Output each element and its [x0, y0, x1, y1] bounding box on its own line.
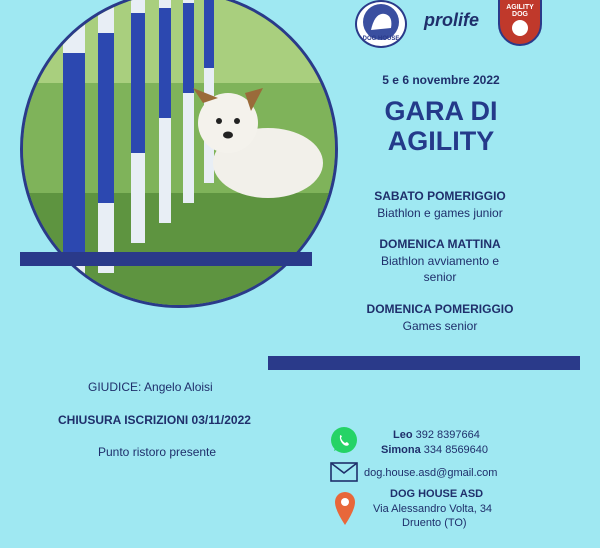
- whatsapp-icon: [330, 426, 358, 454]
- agility-dog-logo-top: AGILITY: [506, 4, 534, 11]
- address-line2: Druento (TO): [402, 517, 467, 529]
- email-link[interactable]: dog.house.asd@gmail.com: [364, 467, 498, 479]
- schedule-title-saturday: SABATO POMERIGGIO: [374, 189, 506, 203]
- phone-simona[interactable]: [381, 444, 488, 456]
- email-icon: [330, 462, 358, 482]
- navy-divider-bar-right: [268, 356, 580, 370]
- event-title-line2: AGILITY: [387, 126, 495, 156]
- dog-house-logo: [355, 0, 407, 48]
- schedule-title-sunday-afternoon: DOMENICA POMERIGGIO: [366, 302, 514, 316]
- org-name: DOG HOUSE ASD: [390, 488, 484, 500]
- schedule-title-sunday-morning: DOMENICA MATTINA: [379, 237, 501, 251]
- navy-divider-bar: [20, 252, 312, 266]
- schedule-body-sunday-afternoon: Games senior: [402, 319, 478, 333]
- address-line1: Via Alessandro Volta, 34: [373, 503, 493, 515]
- judge-text: GIUDICE: Angelo Aloisi: [88, 380, 213, 394]
- agility-dog-logo: [498, 0, 542, 46]
- prolife-logo: prolife: [424, 10, 480, 30]
- event-date: 5 e 6 novembre 2022: [382, 73, 500, 87]
- schedule-body-saturday: Biathlon e games junior: [377, 206, 503, 220]
- phone-leo[interactable]: [393, 429, 480, 441]
- phone-simona-name: Simona: [381, 444, 421, 456]
- event-title-line1: GARA DI: [384, 96, 498, 126]
- phone-leo-number: 392 8397664: [415, 429, 480, 441]
- schedule-body-sunday-morning-1: Biathlon avviamento e: [380, 254, 500, 268]
- closing-date-text: CHIUSURA ISCRIZIONI 03/11/2022: [58, 413, 251, 427]
- phone-leo-name: Leo: [393, 429, 413, 441]
- agility-dog-logo-bottom: DOG: [512, 11, 528, 18]
- schedule-body-sunday-morning-2: senior: [423, 270, 457, 284]
- dog-house-logo-text: DOG HOUSE: [362, 36, 400, 42]
- refreshment-text: Punto ristoro presente: [98, 445, 217, 459]
- phone-simona-number: 334 8569640: [423, 444, 489, 456]
- location-pin-icon: [333, 490, 357, 526]
